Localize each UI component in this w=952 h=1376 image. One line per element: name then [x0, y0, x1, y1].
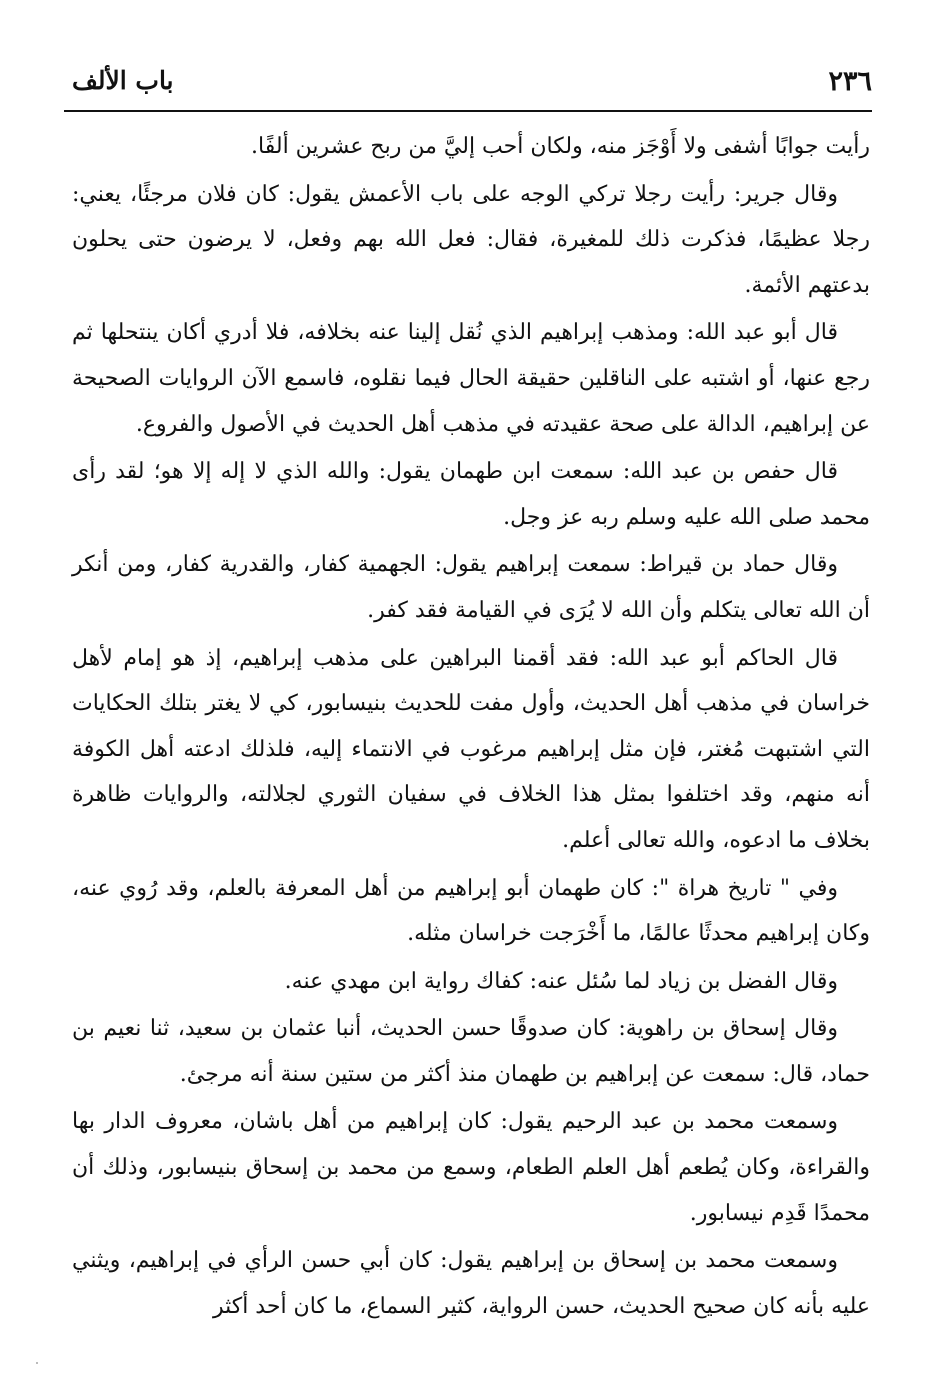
body-text	[72, 124, 870, 1331]
header-rule	[64, 110, 872, 112]
paragraph: وفي " تاريخ هراة ": كان طهمان أبو إبراهيم من أهل المعرفة بالعلم، وقد رُوي عنه، وكان إبراهيم محدثًا عالمًا، ما أَخْرَجت خراسان مثله.	[72, 875, 870, 947]
paragraph: وقال حماد بن قيراط: سمعت إبراهيم يقول: الجهمية كفار، والقدرية كفار، ومن أنكر أن الله تعالى يتكلم وأن الله لا يُرَى في القيامة فقد كفر.	[72, 552, 870, 623]
paragraph: وقال جرير: رأيت رجلا تركي الوجه على باب الأعمش يقول: كان فلان مرجئًا، يعني: رجلا عظيمًا، فذكرت ذلك للمغيرة، فقال: فعل الله بهم وفعل، لا يرضون حتى يحلون بدعتهم الأئمة.	[72, 181, 870, 298]
running-title: باب الألف	[72, 66, 174, 95]
paragraph: وقال الفضل بن زياد لما سُئل عنه: كفاك رواية ابن مهدي عنه.	[284, 968, 838, 994]
page-number: ٢٣٦	[828, 66, 872, 97]
scan-speck	[36, 1362, 38, 1364]
paragraph: قال أبو عبد الله: ومذهب إبراهيم الذي نُقل إلينا عنه بخلافه، فلا أدري أكان ينتحلها ثم رجع عنها، أو اشتبه على الناقلين حقيقة الحال فيما نقلوه، فاسمع الآن الروايات الصحيحة عن إبراهيم، الدالة على صحة عقيدته في مذهب أهل الحديث في الأصول والفروع.	[72, 320, 870, 437]
paragraph: قال حفص بن عبد الله: سمعت ابن طهمان يقول: والله الذي لا إله إلا هو؛ لقد رأى محمد صلى الله عليه وسلم ربه عز وجل.	[72, 459, 870, 530]
paragraph: وقال إسحاق بن راهوية: كان صدوقًا حسن الحديث، أنبا عثمان بن سعيد، ثنا نعيم بن حماد، قال: سمعت عن إبراهيم بن طهمان منذ أكثر من ستين سنة أنه مرجئ.	[72, 1016, 870, 1087]
paragraph: وسمعت محمد بن إسحاق بن إبراهيم يقول: كان أبي حسن الرأي في إبراهيم، ويثني عليه بأنه كان صحيح الحديث، حسن الرواية، كثير السماع، ما كان أحد أكثر	[72, 1248, 870, 1319]
paragraph: وسمعت محمد بن عبد الرحيم يقول: كان إبراهيم من أهل باشان، معروف الدار بها والقراءة، وكان يُطعم أهل العلم الطعام، وسمع من محمد بن إسحاق بنيسابور، وذلك أن محمدًا قَدِم نيسابور.	[72, 1109, 870, 1226]
paragraph: قال الحاكم أبو عبد الله: فقد أقمنا البراهين على مذهب إبراهيم، إذ هو إمام لأهل خراسان في مذهب أهل الحديث، وأول مفت للحديث بنيسابور، كي لا يغتر بتلك الحكايات التي اشتبهت مُغتر، فإن مثل إبراهيم مرغوب في الانتماء إليه، فلذلك ادعته أهل الكوفة أنه منهم، وقد اختلفوا بمثل هذا الخلاف في سفيان الثوري لجلالته، والروايات ظاهرة بخلاف ما ادعوه، والله تعالى أعلم.	[72, 645, 870, 853]
paragraph: رأيت جوابًا أشفى ولا أَوْجَز منه، ولكان أحب إليَّ من ربح عشرين ألفًا.	[251, 134, 870, 159]
page-header	[72, 60, 872, 104]
